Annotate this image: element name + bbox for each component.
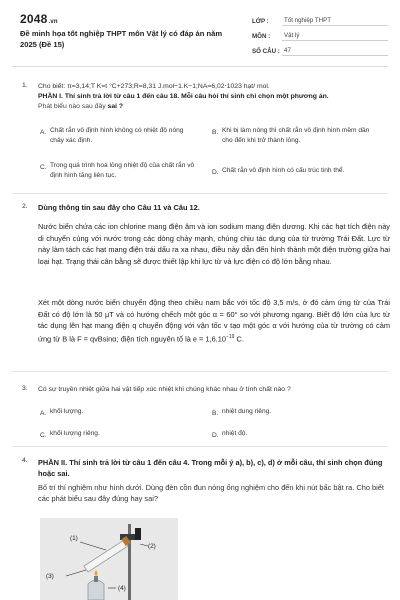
exponent: −19: [225, 333, 235, 340]
question-number: 2.: [22, 203, 28, 210]
meta-label: LỚP :: [252, 18, 269, 25]
option-text: Chất rắn vô định hình có cấu trúc tinh thể.: [222, 167, 345, 174]
part-heading: PHẦN I. Thí sinh trả lời từ câu 1 đến câu 18. Mỗi câu hỏi thí sinh chỉ chọn một phương án.: [38, 92, 329, 100]
meta-value[interactable]: Vật lý: [282, 32, 388, 41]
paragraph-text: Xét một dòng nước biển chuyển động theo chiều nam bắc với tốc độ 3,5 m/s, ở đó cảm ứng từ của Trái Đất có độ lớn là 50 μT và có hướng chếch một góc α = 60° so với phương ngang. Biết độ lớn của lực từ tác dụng lên hạt mang điện q chuyển động với vận tốc v tạo một góc α với hướng của từ trường có cảm ứng từ B là F = qvBsinα; điện tích nguyên tố là e = 1,6.10: [38, 298, 390, 344]
question-divider: [12, 446, 388, 447]
site-logo[interactable]: [20, 12, 58, 26]
prompt-text: Phát biểu nào sau đây: [38, 102, 106, 110]
figure-label-2: (2): [148, 543, 156, 550]
meta-label: MÔN :: [252, 33, 271, 40]
question-number: 3.: [22, 385, 28, 392]
figure-label-3: (3): [46, 573, 54, 580]
option-letter: A.: [40, 129, 47, 136]
question-prompt: Bố trí thí nghiệm như hình dưới. Dùng đèn cồn đun nóng ống nghiệm cho đến khi nút bấc bật ra. Cho biết các phát biểu sau đây đúng hay sai?: [38, 483, 384, 503]
option-letter: B.: [212, 410, 219, 417]
option-text: Chất rắn vô định hình không có nhiệt độ nóng chảy xác định.: [50, 127, 184, 144]
question-given: Cho biết: π=3,14;T K=t °C+273;R=8,31 J.mol−1.K−1;NA=6,02⋅1023 hạt/ mol.: [38, 83, 270, 90]
option-letter: B.: [212, 129, 219, 136]
meta-row-subject: [252, 29, 388, 44]
figure-label-4: (4): [118, 585, 126, 592]
option-letter: D.: [212, 169, 219, 176]
paragraph-unit: C.: [234, 334, 244, 344]
passage-heading: Dùng thông tin sau đây cho Câu 11 và Câu 12.: [38, 203, 200, 212]
question-number: 4.: [22, 457, 28, 464]
option-letter: D.: [212, 432, 219, 439]
question-prompt: [38, 102, 388, 112]
figure-label-1: (1): [70, 535, 78, 542]
document-header: [0, 0, 400, 62]
logo-text: 2048: [20, 12, 48, 26]
option-letter: C.: [40, 164, 47, 171]
option-text: Trong quá trình hoá lỏng nhiệt độ của chất rắn vô định hình tăng liên tục.: [50, 162, 195, 179]
question-prompt: Có sự truyền nhiệt giữa hai vật tiếp xúc nhiệt khi chúng khác nhau ở tính chất nào ?: [38, 386, 291, 393]
passage-paragraph-1: Nước biển chứa các ion chlorine mang điện âm và ion sodium mang điện dương. Khi các hạt tích điện này di chuyển cùng với nước trong các dòng chảy mạnh, chúng chịu tác dụng của từ trường Trái Đất. Lực từ này làm tách các hạt mang điện trái dấu ra xa nhau, điều này dẫn đến hình thành một điện trường giữa hai loại hạt. Trạng thái cân bằng sẽ được thiết lập khi lực từ và lực điện có độ lớn bằng nhau.: [38, 222, 390, 266]
option-text: khối lượng riêng.: [50, 430, 100, 437]
meta-value: 47: [282, 47, 388, 56]
meta-row-class: [252, 14, 388, 29]
option-text: nhiệt độ.: [222, 430, 248, 437]
experiment-apparatus-illustration: [40, 518, 178, 600]
option-letter: A.: [40, 410, 47, 417]
meta-value[interactable]: Tốt nghiệp THPT: [282, 17, 388, 26]
option-text: khối lượng.: [50, 408, 84, 415]
prompt-emphasis: sai ?: [107, 102, 124, 110]
question-divider: [12, 193, 388, 194]
option-text: Khi bị làm nóng thì chất rắn vô định hình mềm dần cho đến khi trở thành lỏng.: [222, 127, 370, 144]
part-heading: PHẦN II. Thí sinh trả lời từ câu 1 đến câu 4. Trong mỗi ý a), b), c), d) ở mỗi câu, thí sinh chọn đúng hoặc sai.: [38, 458, 383, 478]
option-letter: C.: [40, 432, 47, 439]
page-title: Đề minh họa tốt nghiệp THPT môn Vật lý có đáp án năm 2025 (Đề 15): [20, 29, 223, 49]
meta-label: SỐ CÂU :: [252, 48, 280, 55]
experiment-figure: [40, 518, 178, 600]
option-text: nhiệt dung riêng.: [222, 408, 272, 415]
exam-meta: [252, 14, 388, 59]
passage-paragraph-2: [38, 297, 390, 345]
meta-row-count: [252, 44, 388, 59]
header-divider: [12, 66, 388, 67]
question-number: 1.: [22, 82, 28, 89]
logo-suffix: .vn: [48, 19, 58, 25]
question-divider: [12, 371, 388, 372]
